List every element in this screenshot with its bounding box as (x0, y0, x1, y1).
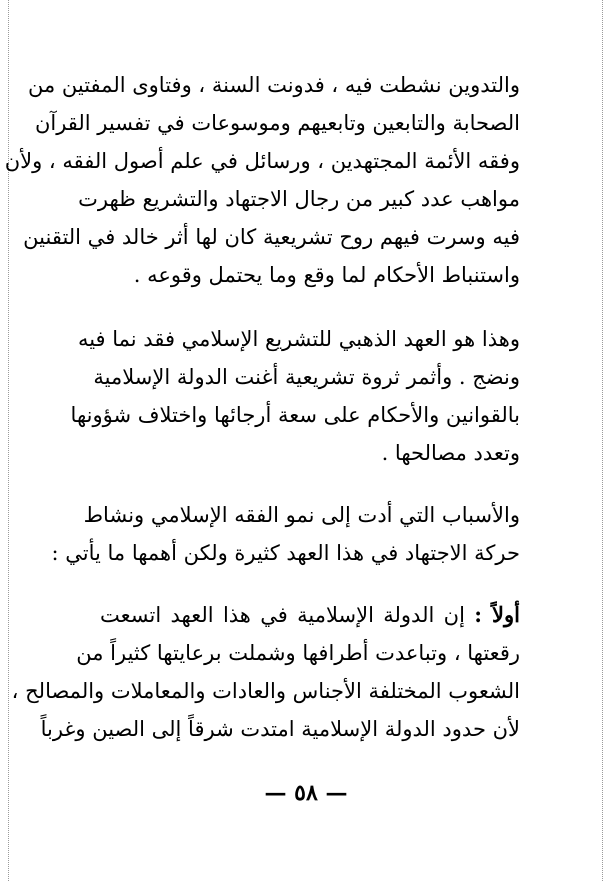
text-line: وتعدد مصالحها . (381, 441, 520, 465)
text-line: حركة الاجتهاد في هذا العهد كثيرة ولكن أهمها ما يأتي : (51, 541, 520, 565)
text-line: والتدوين نشطت فيه ، فدونت السنة ، وفتاوى المفتين من (27, 73, 520, 97)
text-line: مواهب عدد كبير من رجال الاجتهاد والتشريع ظهرت (78, 187, 520, 211)
paragraph-1 (4, 66, 520, 294)
page-edge-right (602, 0, 603, 881)
text-line: الشعوب المختلفة الأجناس والعادات والمعاملات والمصالح ، (11, 679, 520, 703)
page-number: — ٥٨ — (264, 780, 348, 806)
text-line: فيه وسرت فيهم روح تشريعية كان لها أثر خالد في التقنين (23, 225, 520, 249)
text-line: الصحابة والتابعين وتابعيهم وموسوعات في تفسير القرآن (34, 111, 520, 135)
text-line: بالقوانين والأحكام على سعة أرجائها واختلاف شؤونها (70, 403, 520, 427)
text-line: ونضج . وأثمر ثروة تشريعية أغنت الدولة الإسلامية (93, 365, 520, 389)
paragraph-3 (51, 496, 520, 572)
paragraph-4 (11, 596, 520, 748)
text-line: والأسباب التي أدت إلى نمو الفقه الإسلامي ونشاط (83, 503, 520, 527)
text-line: واستنباط الأحكام لما وقع وما يحتمل وقوعه . (133, 263, 520, 287)
paragraph-2 (70, 320, 520, 472)
text-line: لأن حدود الدولة الإسلامية امتدت شرقاً إلى الصين وغرباً (40, 717, 520, 741)
text-line-first (100, 596, 520, 634)
text-line: وهذا هو العهد الذهبي للتشريع الإسلامي فقد نما فيه (77, 327, 520, 351)
point-marker: أولاً : (474, 602, 520, 627)
text-line: رقعتها ، وتباعدت أطرافها وشملت برعايتها كثيراً من (76, 641, 520, 665)
text-line-rest: إن الدولة الإسلامية في هذا العهد اتسعت (100, 603, 465, 627)
text-line: وفقه الأئمة المجتهدين ، ورسائل في علم أصول الفقه ، ولأن (4, 149, 520, 173)
page-edge-left (8, 0, 9, 881)
